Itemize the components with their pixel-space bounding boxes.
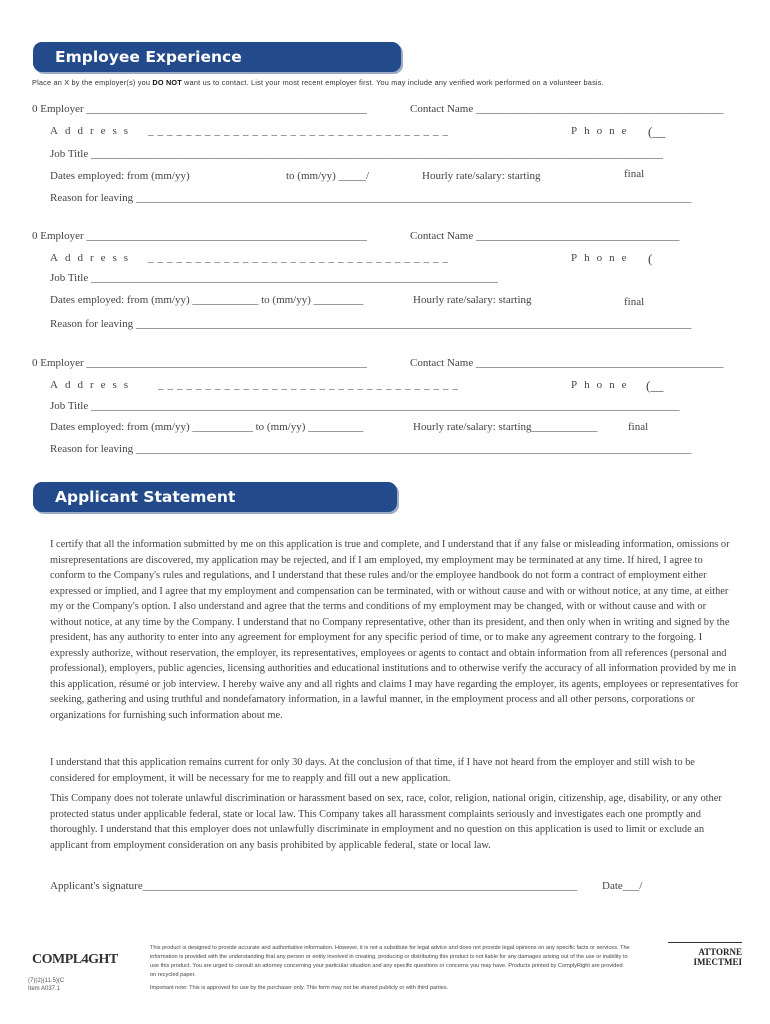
- hourly-rate-field-2[interactable]: Hourly rate/salary: starting: [413, 294, 532, 306]
- employer-field-1[interactable]: 0 Employer ___________________________________________________: [32, 103, 367, 115]
- nondiscrimination-paragraph: This Company does not tolerate unlawful discrimination or harassment based on sex, race, color, religion, national origin, citizenship, age, disability, or any other protected status under applicable federal, state or local law. This Company takes all harassment complaints seriously and investigates each one promptly and thoroughly. I understand that this employer does not unlawfully discriminate in employment and no question on this application is used to limit or exclude an applicant from employment consideration on any basis prohibited by applicable federal, state or local law.: [50, 793, 722, 851]
- contact-name-field-2[interactable]: Contact Name _____________________________________: [410, 230, 680, 242]
- address-field-2[interactable]: ________________________________: [148, 252, 452, 264]
- hourly-rate-field-3[interactable]: Hourly rate/salary: starting____________: [413, 421, 598, 433]
- applicant-statement-header: Applicant Statement: [33, 482, 397, 512]
- address-field-3[interactable]: ________________________________: [158, 379, 462, 391]
- address-label-3: Address: [50, 379, 136, 391]
- phone-label-1: Phone: [571, 125, 634, 137]
- certification-paragraph: I certify that all the information submitted by me on this application is true and complete, and I understand that if any false or misleading information, omissions or misrepresentations are discovered, my application may be rejected, and if I am employed, my employment may be terminated at any time. If hired, I agree to conform to the Company's rules and regulations, and I understand that these rules and/or the employee handbook do not form a contract of employment either expressed or implied, and I agree that my employment and compensation can be terminated, with or without cause and with or without notice, at any time, at either my or the Company's option. I also understand and agree that the terms and conditions of my employment may be changed, with or without cause and with or without notice, at any time by the Company. I understand that no Company representative, other than its president, and then only when in writing and signed by the president, has any authority to enter into any agreement for employment for any specific period of time, or to make any agreement contrary to the forgoing. I expressly authorize, without reservation, the employer, its representatives, employees or agents to contact and obtain information from all references (personal and professional), employers, public agencies, licensing authorities and educational institutions and to otherwise verify the accuracy of all information provided by me in this application, résumé or job interview. I hereby waive any and all rights and claims I may have regarding the employer, its agents, employees or representatives for seeking, gathering and using truthful and nondefamatory information, in a lawful manner, in the employment process and all other persons, corporations or organizations for furnishing such information about me.: [50, 539, 739, 721]
- date-field[interactable]: Date___/: [602, 880, 643, 892]
- final-rate-field-1[interactable]: final: [624, 168, 645, 180]
- employer-field-2[interactable]: 0 Employer ___________________________________________________: [32, 230, 367, 242]
- applicant-signature-field[interactable]: Applicant's signature_______________________________________________________________________________: [50, 880, 578, 892]
- dates-field-2[interactable]: Dates employed: from (mm/yy) ____________ to (mm/yy) _________: [50, 294, 364, 306]
- item-number: Item A037.1: [28, 986, 61, 992]
- form-code: (7)(2)(11.5)(C: [28, 978, 65, 984]
- contact-name-field-1[interactable]: Contact Name _____________________________________________: [410, 103, 724, 115]
- phone-label-3: Phone: [571, 379, 634, 391]
- final-rate-field-3[interactable]: final: [628, 421, 649, 433]
- final-rate-field-2[interactable]: final: [624, 296, 645, 308]
- instructions: Place an X by the employer(s) you DO NOT want us to contact. List your most recent employer first. You may include any verified work performed on a volunteer basis.: [32, 78, 604, 87]
- reason-field-2[interactable]: Reason for leaving _____________________________________________________________________________________________________: [50, 318, 692, 330]
- phone-field-1[interactable]: (__: [648, 124, 666, 139]
- logo-right-line-1: ATTORNE: [698, 947, 742, 957]
- phone-label-2: Phone: [571, 252, 634, 264]
- reason-field-3[interactable]: Reason for leaving _____________________________________________________________________________________________________: [50, 443, 692, 455]
- dates-from-field-1[interactable]: Dates employed: from (mm/yy): [50, 170, 190, 182]
- legal-disclaimer: This product is designed to provide accurate and authoritative information. However, it is not a substitute for legal advice and does not provide legal opinions on any specific facts or services. The information is provided with the understanding that any person or entity involved in creating, producing or distributing this product is not liable for any damages arising out of the use or inability to use this product. You are urged to consult an attorney concerning your particular situation and any specific questions or concerns you may have. Products printed by ComplyRight are provided on recycled paper.: [150, 945, 630, 978]
- dates-to-field-1[interactable]: to (mm/yy) _____/: [286, 170, 370, 182]
- job-title-field-2[interactable]: Job Title __________________________________________________________________________: [50, 272, 498, 284]
- attorney-approved-logo: [668, 942, 742, 967]
- logo-right-line-2: IMECTMEI: [693, 957, 742, 967]
- validity-paragraph: I understand that this application remains current for only 30 days. At the conclusion of that time, if I have not heard from the employer and still wish to be considered for employment, it will be necessary for me to reapply and fill out a new application.: [50, 757, 695, 784]
- address-label-2: Address: [50, 252, 136, 264]
- phone-field-2[interactable]: (: [648, 251, 653, 266]
- hourly-rate-field-1[interactable]: Hourly rate/salary: starting: [422, 170, 541, 182]
- reason-field-1[interactable]: Reason for leaving _____________________________________________________________________________________________________: [50, 192, 692, 204]
- job-title-field-3[interactable]: Job Title ___________________________________________________________________________________________________________: [50, 400, 680, 412]
- dates-field-3[interactable]: Dates employed: from (mm/yy) ___________ to (mm/yy) __________: [50, 421, 364, 433]
- address-label-1: Address: [50, 125, 136, 137]
- address-field-1[interactable]: ________________________________: [148, 125, 452, 137]
- job-title-field-1[interactable]: Job Title ________________________________________________________________________________________________________: [50, 148, 663, 160]
- phone-field-3[interactable]: (__: [646, 378, 664, 393]
- employer-field-3[interactable]: 0 Employer ___________________________________________________: [32, 357, 367, 369]
- complyright-logo: COMPL4GHT: [32, 952, 118, 967]
- contact-name-field-3[interactable]: Contact Name _____________________________________________: [410, 357, 724, 369]
- usage-notice: Important note: This is approved for use by the purchaser only. This form may not be shared publicly or with third parties.: [150, 985, 449, 991]
- employee-experience-header: Employee Experience: [33, 42, 401, 72]
